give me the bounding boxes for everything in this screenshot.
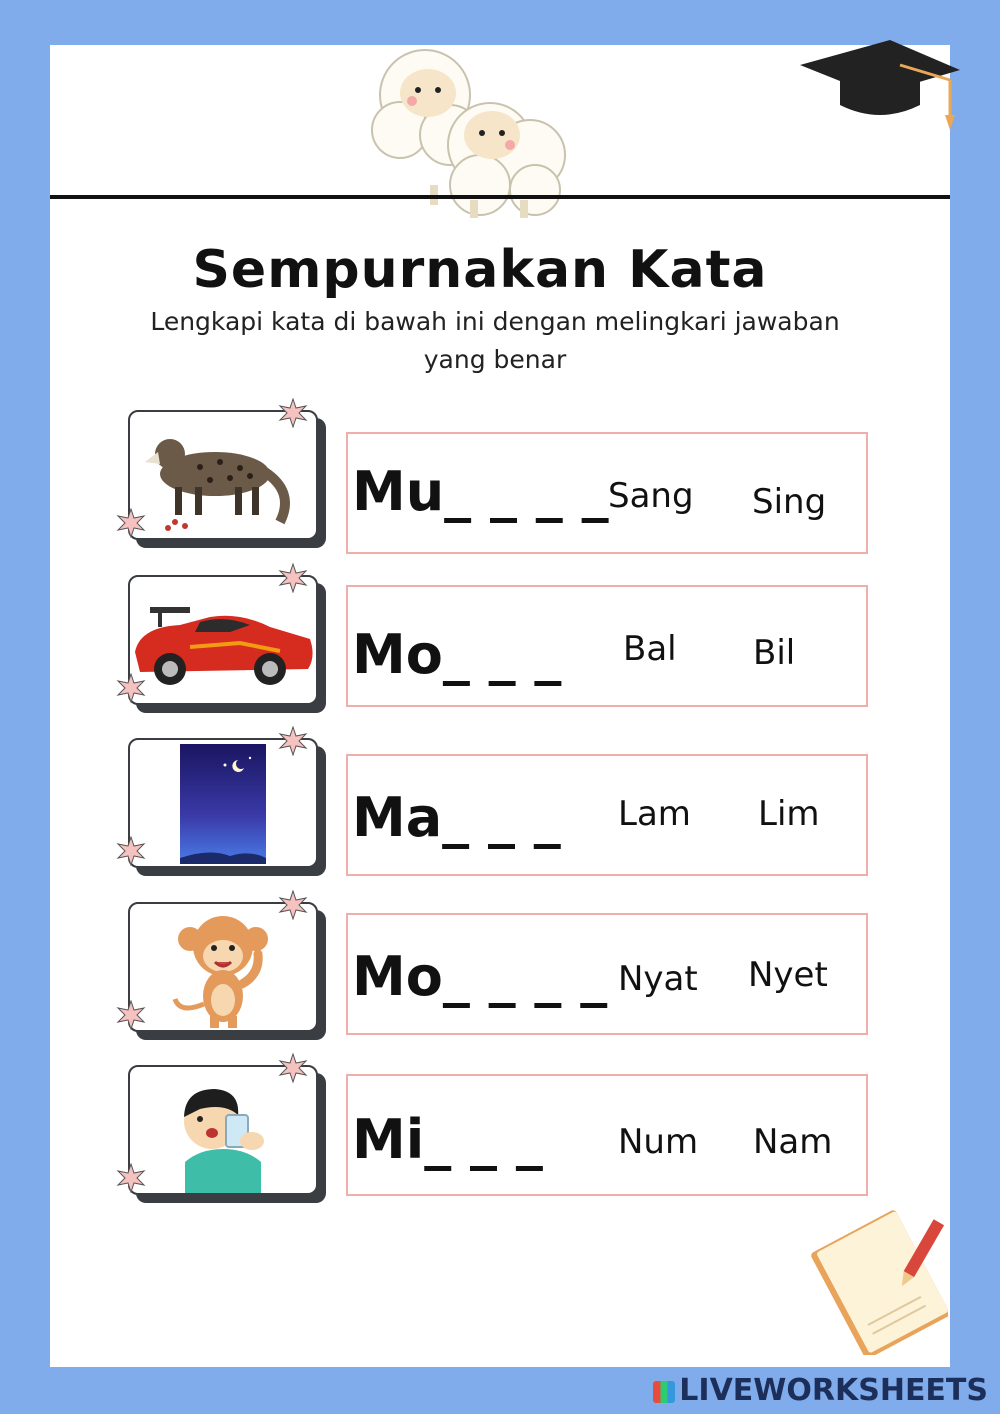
notebook-icon [808, 1205, 948, 1355]
star-icon [278, 726, 308, 756]
answer-option[interactable]: Bil [753, 633, 796, 673]
answer-option[interactable]: Bal [623, 629, 677, 669]
answer-option[interactable]: Nam [753, 1122, 833, 1162]
night-sky-icon [130, 740, 316, 866]
incomplete-word: Mu_ _ _ _ [352, 460, 609, 523]
car-icon [130, 577, 316, 703]
question-card [128, 575, 318, 705]
monkey-icon [130, 904, 316, 1030]
answer-option[interactable]: Num [618, 1122, 699, 1162]
answer-option[interactable]: Nyet [748, 955, 828, 995]
star-icon [116, 673, 146, 703]
header-divider [50, 195, 950, 199]
answer-option[interactable]: Lim [758, 794, 820, 834]
instruction-text: Lengkapi kata di bawah ini dengan melingkari jawaban yang benar [150, 307, 840, 374]
star-icon [116, 1000, 146, 1030]
question-card [128, 1065, 318, 1195]
incomplete-word: Ma_ _ _ [352, 786, 561, 849]
worksheet-page [50, 45, 950, 1367]
star-icon [278, 890, 308, 920]
question-card [128, 410, 318, 540]
answer-option[interactable]: Sang [608, 476, 694, 516]
answer-row [346, 432, 868, 554]
graduation-cap-icon [800, 25, 960, 135]
star-icon [278, 563, 308, 593]
star-icon [278, 1053, 308, 1083]
civet-icon [130, 412, 316, 538]
star-icon [116, 508, 146, 538]
star-icon [116, 836, 146, 866]
answer-option[interactable]: Lam [618, 794, 691, 834]
boy-drinking-icon [130, 1067, 316, 1193]
star-icon [116, 1163, 146, 1193]
answer-option[interactable]: Sing [752, 482, 827, 522]
answer-row [346, 1074, 868, 1196]
incomplete-word: Mo_ _ _ _ [352, 945, 608, 1008]
answer-row [346, 585, 868, 707]
page-title: Sempurnakan Kata [192, 240, 768, 300]
answer-option[interactable]: Nyat [618, 959, 698, 999]
liveworksheets-watermark: LIVEWORKSHEETS [653, 1373, 988, 1408]
incomplete-word: Mo_ _ _ [352, 623, 562, 686]
star-icon [278, 398, 308, 428]
liveworksheets-logo-icon [653, 1381, 675, 1403]
question-card [128, 738, 318, 868]
answer-row [346, 913, 868, 1035]
answer-row [346, 754, 868, 876]
incomplete-word: Mi_ _ _ [352, 1108, 543, 1171]
question-card [128, 902, 318, 1032]
